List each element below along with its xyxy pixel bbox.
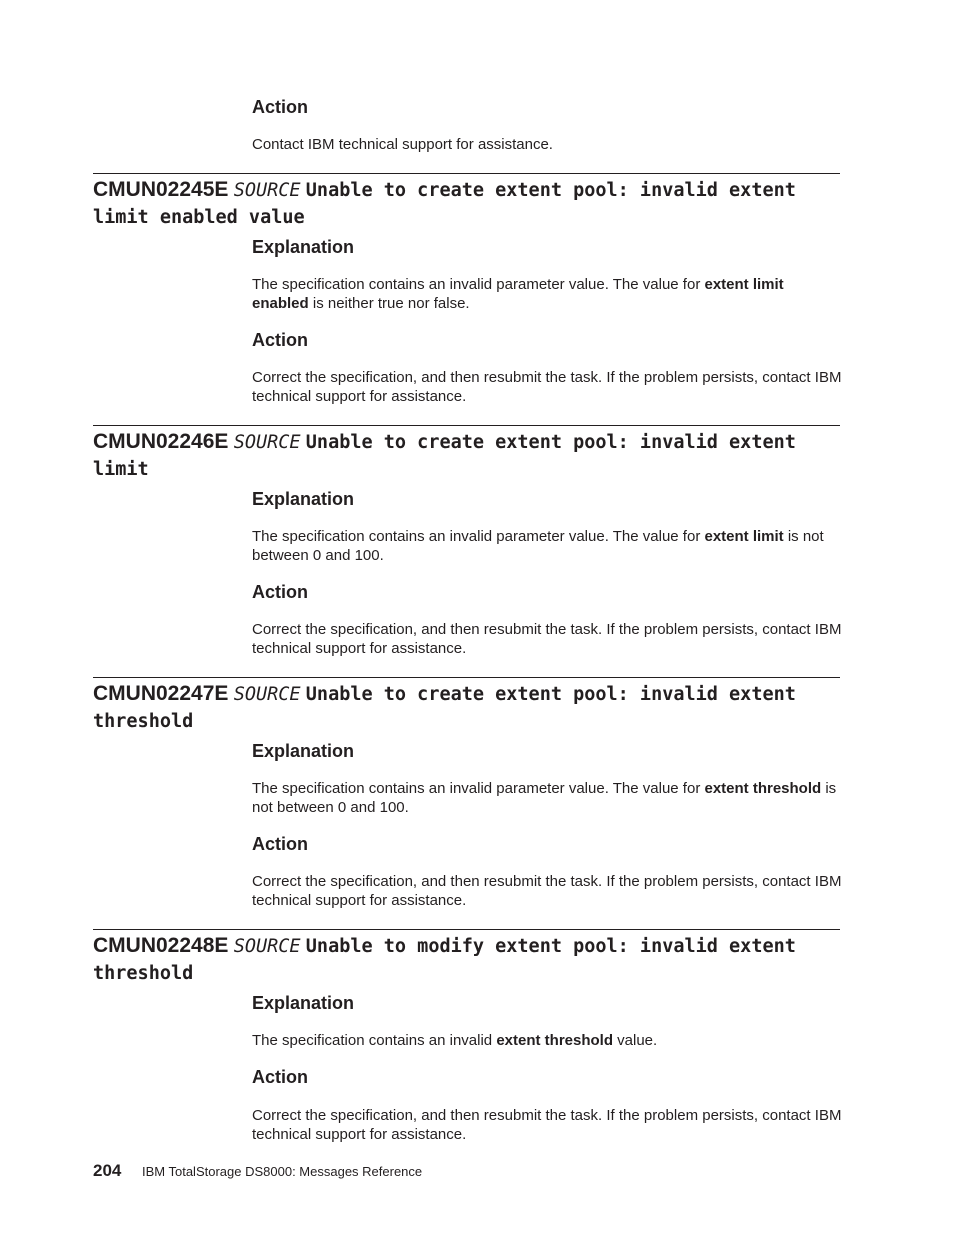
message-id: CMUN02246E (93, 430, 229, 453)
message-heading (93, 176, 853, 231)
explanation-text: The specification contains an invalid parameter value. The value for extent limit enabled is neither true nor false. (252, 276, 784, 312)
explanation-text: The specification contains an invalid parameter value. The value for extent limit is not between 0 and 100. (252, 528, 824, 564)
message-text: Unable to modify extent pool: invalid extent (305, 936, 796, 957)
message-id: CMUN02248E (93, 934, 229, 957)
explanation-heading: Explanation (252, 489, 355, 509)
book-title: IBM TotalStorage DS8000: Messages Reference (142, 1164, 423, 1179)
explanation-heading: Explanation (252, 993, 355, 1013)
explanation-heading: Explanation (252, 741, 355, 761)
message-source: SOURCE (233, 432, 301, 453)
message-source: SOURCE (233, 684, 301, 705)
section-divider (93, 929, 840, 930)
parameter-name: extent threshold (704, 780, 822, 797)
message-text: Unable to create extent pool: invalid extent (305, 432, 796, 453)
parameter-name: extent limit enabled (252, 276, 784, 312)
message-source: SOURCE (233, 180, 301, 201)
action-heading: Action (252, 97, 308, 117)
action-text: Contact IBM technical support for assistance. (252, 136, 553, 153)
page-number: 204 (93, 1161, 122, 1180)
parameter-name: extent threshold (496, 1032, 613, 1049)
message-heading (93, 932, 853, 987)
section-divider (93, 173, 840, 174)
action-heading: Action (252, 1067, 308, 1087)
explanation-text: The specification contains an invalid extent threshold value. (252, 1032, 658, 1049)
message-id: CMUN02245E (93, 178, 229, 201)
action-heading: Action (252, 582, 308, 602)
message-text-continued: limit enabled value (93, 207, 305, 228)
section-divider (93, 425, 840, 426)
message-heading (93, 428, 853, 483)
message-text-continued: threshold (93, 963, 194, 984)
message-text: Unable to create extent pool: invalid extent (305, 180, 796, 201)
section-divider (93, 677, 840, 678)
action-heading: Action (252, 330, 308, 350)
action-heading: Action (252, 834, 308, 854)
explanation-heading: Explanation (252, 237, 355, 257)
message-id: CMUN02247E (93, 682, 229, 705)
message-text-continued: threshold (93, 711, 194, 732)
message-source: SOURCE (233, 936, 301, 957)
message-text: Unable to create extent pool: invalid extent (305, 684, 796, 705)
action-text: Correct the specification, and then resubmit the task. If the problem persists, contact IBM technical support for assistance. (252, 369, 842, 405)
parameter-name: extent limit (704, 528, 784, 545)
action-text: Correct the specification, and then resubmit the task. If the problem persists, contact IBM technical support for assistance. (252, 1107, 842, 1143)
explanation-text: The specification contains an invalid parameter value. The value for extent threshold is not between 0 and 100. (252, 780, 837, 816)
message-heading (93, 680, 853, 735)
action-text: Correct the specification, and then resubmit the task. If the problem persists, contact IBM technical support for assistance. (252, 873, 842, 909)
message-text-continued: limit (93, 459, 149, 480)
action-text: Correct the specification, and then resubmit the task. If the problem persists, contact IBM technical support for assistance. (252, 621, 842, 657)
